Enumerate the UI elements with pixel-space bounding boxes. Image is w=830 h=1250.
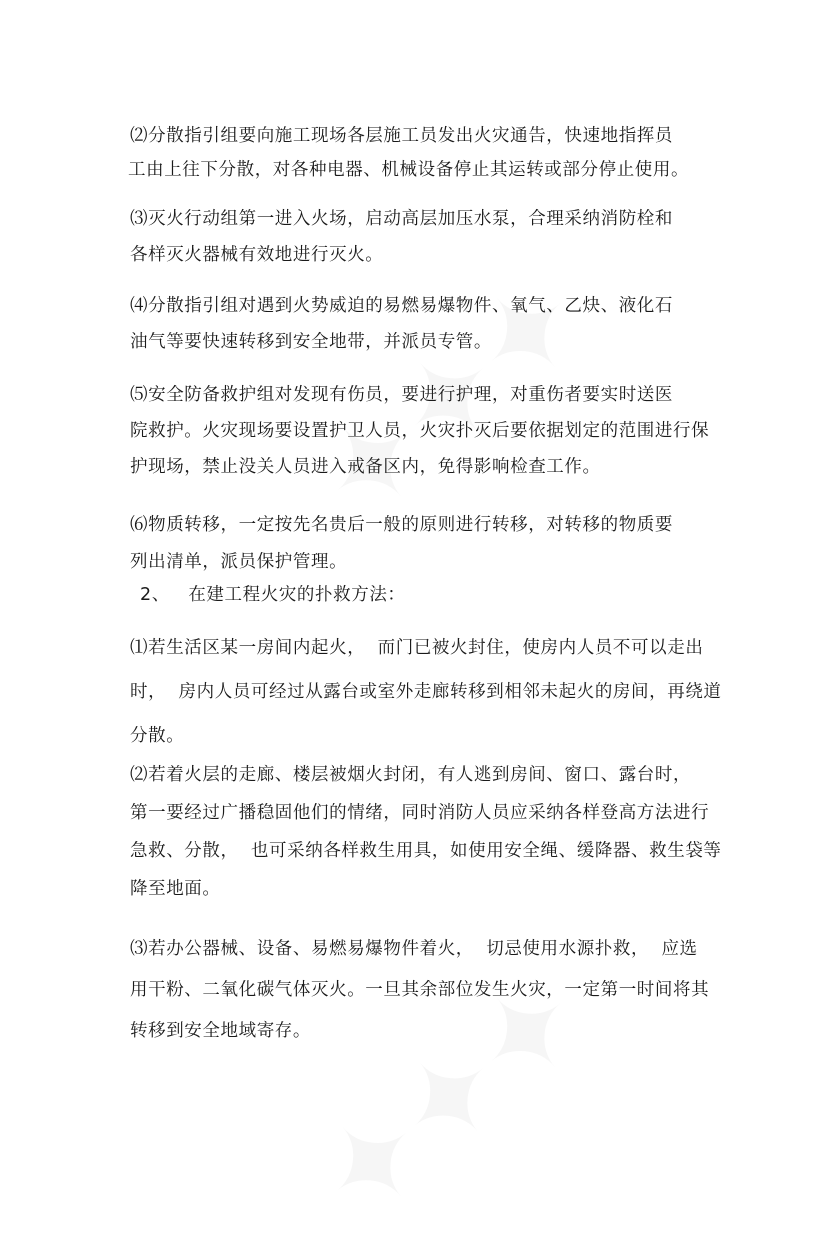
text-line: 第一要经过广播稳固他们的情绪，同时消防人员应采纳各样登高方法进行 <box>130 803 710 823</box>
text-line: ⑹物质转移，一定按先名贵后一般的原则进行转移，对转移的物质要 <box>130 515 673 535</box>
text-line: ⑵若着火层的走廊、楼层被烟火封闭，有人逃到房间、窗口、露台时， <box>130 765 692 785</box>
text-line: 转移到安全地域寄存。 <box>130 1021 311 1041</box>
text-line: ⑶若办公器械、设备、易燃易爆物件着火， 切忌使用水源扑救， 应选 <box>130 939 698 959</box>
paragraph <box>130 201 720 273</box>
text-line: ⑴若生活区某一房间内起火， 而门已被火封住，使房内人员不可以走出 <box>130 638 704 658</box>
text-line: 列出清单，派员保护管理。 <box>130 552 348 572</box>
text-line: 院救护。火灾现场要设置护卫人员，火灾扑灭后要依据划定的范围进行保 <box>130 421 710 441</box>
text-line: 降至地面。 <box>130 879 221 899</box>
section-heading <box>140 582 730 608</box>
text-line: 护现场，禁止没关人员进入戒备区内，免得影响检查工作。 <box>130 457 601 477</box>
text-line: ⑶灭火行动组第一进入火场，启动高层加压水泵，合理采纳消防栓和 <box>130 209 673 229</box>
text-line: 急救、分散， 也可采纳各样救生用具，如使用安全绳、缓降器、救生袋等 <box>130 841 722 861</box>
text-line: 2、 在建工程火灾的扑救方法： <box>140 585 406 605</box>
text-line: ⑷分散指引组对遇到火势威迫的易燃易爆物件、氧气、乙炔、液化石 <box>130 296 673 316</box>
paragraph <box>130 288 720 360</box>
text-line: 工由上往下分散，对各种电器、机械设备停止其运转或部分停止使用。 <box>128 160 690 180</box>
text-line: ⑵分散指引组要向施工现场各层施工员发出火灾通告，快速地指挥员 <box>130 126 673 146</box>
text-line: 各样灭火器械有效地进行灭火。 <box>130 245 384 265</box>
text-line: 分散。 <box>130 726 185 746</box>
paragraph <box>130 756 720 908</box>
paragraph <box>130 929 720 1052</box>
text-line: ⑸安全防备救护组对发现有伤员，要进行护理，对重伤者要实时送医 <box>130 385 673 405</box>
paragraph <box>130 507 720 581</box>
text-line: 油气等要快速转移到安全地带，并派员专管。 <box>130 332 492 352</box>
text-line: 时， 房内人员可经过从露台或室外走廊转移到相邻未起火的房间，再绕道 <box>130 682 722 702</box>
paragraph <box>130 626 720 758</box>
paragraph <box>130 119 720 187</box>
text-line: 用干粉、二氧化碳气体灭火。一旦其余部位发生火灾，一定第一时间将其 <box>130 980 710 1000</box>
paragraph <box>130 377 720 485</box>
